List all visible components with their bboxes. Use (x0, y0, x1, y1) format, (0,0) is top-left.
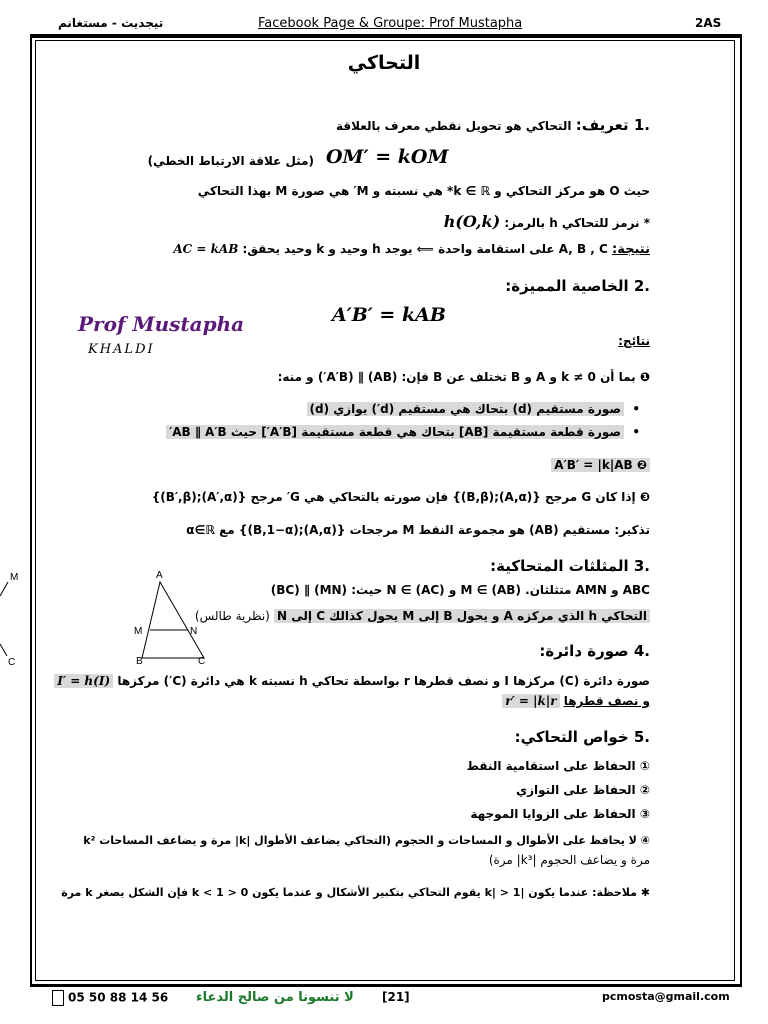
edge-label-c: C (8, 657, 16, 668)
s3-line1: ABC و AMN متثلثان. M ∈ (AB) و N ∈ (AC) حيث: (MN) ∥ (BC) (270, 583, 650, 597)
s3-line2-row (195, 609, 650, 623)
s3-line2-note: (نظرية طالس) (194, 609, 270, 623)
signature-name: Prof Mustapha (78, 312, 245, 336)
s1-result-row (173, 242, 650, 257)
s1-line2-math: h(O,k) (443, 212, 501, 231)
s1-result-label: نتيجة: (612, 242, 650, 257)
edge-line-bottom (0, 644, 7, 656)
s4-line2-math: r′ = |k|r (502, 694, 559, 708)
s1-result-text: A, B , C على استقامة واحدة ⟸ يوجد h وحيد و k وحيد يحقق: (242, 242, 608, 256)
bullet-dot-icon: • (623, 402, 640, 416)
s3-line2: التحاكي h الذي مركزه A و يحول B إلى M يحول كذالك C إلى N (274, 609, 650, 623)
header-left: تيجديث - مستغانم (58, 16, 164, 30)
s4-heading: .4 صورة دائرة: (539, 642, 650, 660)
s1-text: التحاكي هو تحويل نقطي معرف بالعلاقة (335, 119, 572, 133)
footer-dua: لا تنسونا من صالح الدعاء (196, 990, 354, 1005)
label-b: B (136, 656, 143, 667)
label-a: A (156, 570, 163, 581)
s5-p4b: مرة و يضاعف الحجوم |k³| مرة) (488, 853, 650, 867)
s2-bullet1-row (307, 402, 640, 416)
s2-formula: A′B′ = kAB (332, 304, 446, 326)
s2-item2 (551, 458, 650, 472)
s1-result-math: AC = kAB (173, 242, 239, 256)
header-right: 2AS (695, 16, 722, 30)
s4-line2-row (502, 694, 650, 708)
signature-sub: KHALDI (88, 342, 155, 357)
label-m: M (134, 626, 143, 637)
page-number: [21] (382, 990, 410, 1004)
s2-heading: .2 الخاصية المميزة: (505, 277, 650, 295)
label-n: N (190, 626, 198, 637)
s2-item1: ❶ بما أن k ≠ 0 و A و B تختلف عن B فإن: (AB) ∥ (A′B′) و منه: (277, 370, 650, 384)
bullet-dot-icon: • (623, 425, 640, 439)
footer-rule (30, 984, 742, 986)
s2-conseq: نتائج: (618, 334, 650, 348)
s5-p1: ① الحفاظ على استقامية النقط (466, 759, 650, 773)
footer-phone-row (52, 990, 168, 1006)
s1-formula: OM′ = kOM (326, 146, 449, 168)
s5-heading: .5 خواص التحاكي: (514, 728, 650, 746)
footer-phone: 05 50 88 14 56 (68, 990, 169, 1005)
s1-line1: حيث O هو مركز التحاكي و k ∈ ℝ* هي نسبته و M′ هي صورة M بهذا التحاكي (197, 184, 650, 198)
phone-icon (52, 990, 64, 1006)
s4-line1-row (54, 674, 650, 688)
triangle-abc (142, 582, 204, 658)
s1-line2-row (444, 212, 650, 231)
s5-p2: ② الحفاظ على التوازي (516, 783, 650, 797)
s2-item2-text: ❷ A′B′ = |k|AB (551, 458, 650, 472)
page-title: التحاكي (347, 52, 421, 74)
edge-figure (0, 574, 24, 670)
s1-note: (مثل علاقة الارتباط الخطي) (147, 154, 314, 168)
label-c: C (198, 656, 206, 667)
s5-p4: ④ لا يحافظ على الأطوال و المساحات و الحجوم (التحاكي يضاعف الأطوال |k| مرة و يضاعف المساحات k² (83, 834, 650, 847)
s2-bullet1: صورة مستقيم (d) بتحاك هي مستقيم (d′) يوازي (d) (307, 402, 624, 416)
edge-label-m: M (10, 572, 19, 583)
s1-line2: * نرمز للتحاكي h بالرمز: (504, 216, 650, 230)
s5-note: ✱ ملاحظة: عندما يكون |k| > 1 يقوم التحاكي بتكبير الأشكال و عندما يكون 0 < k < 1 فإن الشكل يصغر k مرة (61, 886, 650, 899)
edge-line-top (0, 582, 8, 596)
s5-p3: ③ الحفاظ على الزوايا الموجهة (470, 807, 650, 821)
s3-heading: .3 المثلثات المتحاكية: (490, 557, 650, 575)
footer-email: pcmosta@gmail.com (602, 990, 730, 1003)
s4-line1: صورة دائرة (C) مركزها I و نصف قطرها r بواسطة تحاكي h نسبته k هي دائرة (C′) مركزها (117, 674, 650, 688)
s2-item3: ❸ إذا كان G مرجح {(A,α);(B,β)} فإن صورته بالتحاكي هي G′ مرجح {(A′,α);(B′,β)} (151, 490, 650, 504)
s2-bullet2: صورة قطعة مستقيمة [AB] بتحاك هي قطعة مستقيمة [A′B′] حيث AB ∥ A′B′ (166, 425, 624, 439)
s2-reminder: تذكير: مستقيم (AB) هو مجموعة النقط M مرجحات {(A,α);(B,1−α)} مع α∈ℝ (186, 523, 650, 537)
header-center: Facebook Page & Groupe: Prof Mustapha (258, 16, 523, 31)
s2-bullet2-row (166, 425, 640, 439)
s4-line2: و نصف قطرها (563, 694, 650, 708)
s4-line1-math: I′ = h(I) (54, 674, 113, 688)
s1-heading-row (336, 116, 650, 134)
s1-heading: .1 تعريف: (575, 116, 650, 134)
